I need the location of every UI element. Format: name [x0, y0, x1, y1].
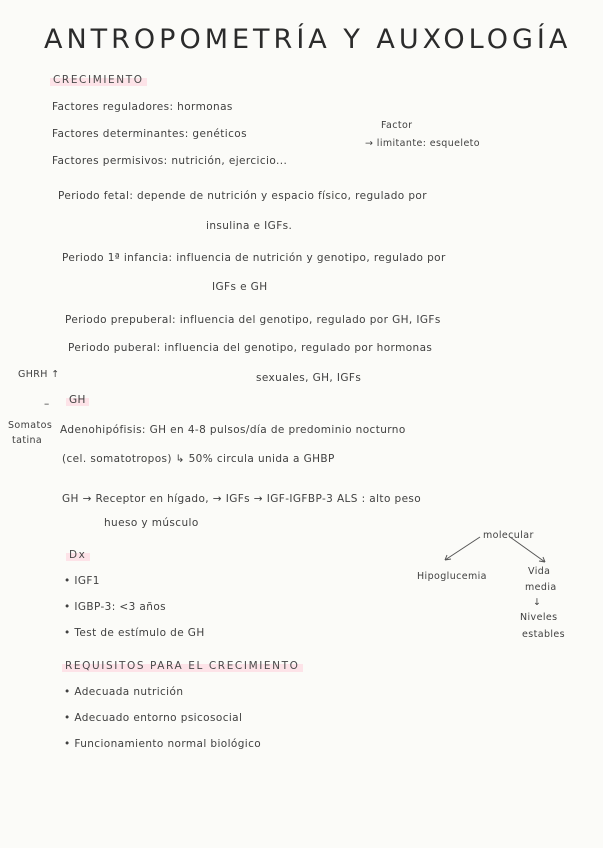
- gh-label: GH: [66, 394, 89, 406]
- hipoglucemia-label: Hipoglucemia: [417, 571, 487, 582]
- dx-item: • Test de estímulo de GH: [64, 627, 205, 639]
- dx-item: • IGF1: [64, 575, 100, 587]
- periodo-infancia-line: Periodo 1ª infancia: influencia de nutrición y genotipo, regulado por: [62, 252, 446, 264]
- factor-line: Factores reguladores: hormonas: [52, 101, 233, 113]
- periodo-puberal-line: sexuales, GH, IGFs: [256, 372, 362, 384]
- periodo-fetal-line: insulina e IGFs.: [206, 220, 293, 232]
- adenohipofisis-line: Adenohipófisis: GH en 4-8 pulsos/día de predominio nocturno: [60, 424, 406, 436]
- vida-media-label: Vida: [528, 566, 551, 577]
- receptor-molecular: molecular: [483, 530, 534, 541]
- section-heading-dx: Dx: [66, 549, 90, 561]
- ghrh-label: GHRH ↑: [18, 369, 60, 380]
- arrow-to-hipoglucemia: [445, 537, 480, 560]
- down-arrow: ↓: [533, 597, 542, 608]
- receptor-line: hueso y músculo: [104, 517, 199, 529]
- periodo-fetal-line: Periodo fetal: depende de nutrición y espacio físico, regulado por: [58, 190, 427, 202]
- section-heading-crecimiento: CRECIMIENTO: [50, 74, 147, 86]
- periodo-prepuberal-line: Periodo prepuberal: influencia del genotipo, regulado por GH, IGFs: [65, 314, 441, 326]
- requisito-item: • Funcionamiento normal biológico: [64, 738, 262, 750]
- adenohipofisis-line: (cel. somatotropos) ↳ 50% circula unida a GHBP: [62, 453, 335, 465]
- side-note-limitante: → limitante: esqueleto: [365, 138, 481, 149]
- factor-line: Factores permisivos: nutrición, ejercicio...: [52, 155, 288, 167]
- section-heading-requisitos: REQUISITOS PARA EL CRECIMIENTO: [62, 660, 303, 672]
- periodo-puberal-line: Periodo puberal: influencia del genotipo, regulado por hormonas: [68, 342, 433, 354]
- somatostatina-label: Somatos: [8, 420, 53, 431]
- factor-line: Factores determinantes: genéticos: [52, 128, 247, 140]
- requisito-item: • Adecuado entorno psicosocial: [64, 712, 243, 724]
- dx-item: • IGBP-3: <3 años: [64, 601, 167, 613]
- vida-media-label: media: [525, 582, 557, 593]
- somatostatina-label: tatina: [12, 435, 43, 446]
- minus-sign: –: [44, 398, 50, 410]
- requisito-item: • Adecuada nutrición: [64, 686, 184, 698]
- periodo-infancia-line: IGFs e GH: [212, 281, 268, 293]
- niveles-label: Niveles: [520, 612, 558, 623]
- page-title: ANTROPOMETRÍA Y AUXOLOGÍA: [44, 24, 572, 55]
- receptor-line: GH → Receptor en hígado, → IGFs → IGF-IGFBP-3 ALS : alto peso: [62, 493, 422, 505]
- niveles-label: estables: [522, 629, 566, 640]
- side-note-factor: Factor: [381, 120, 413, 131]
